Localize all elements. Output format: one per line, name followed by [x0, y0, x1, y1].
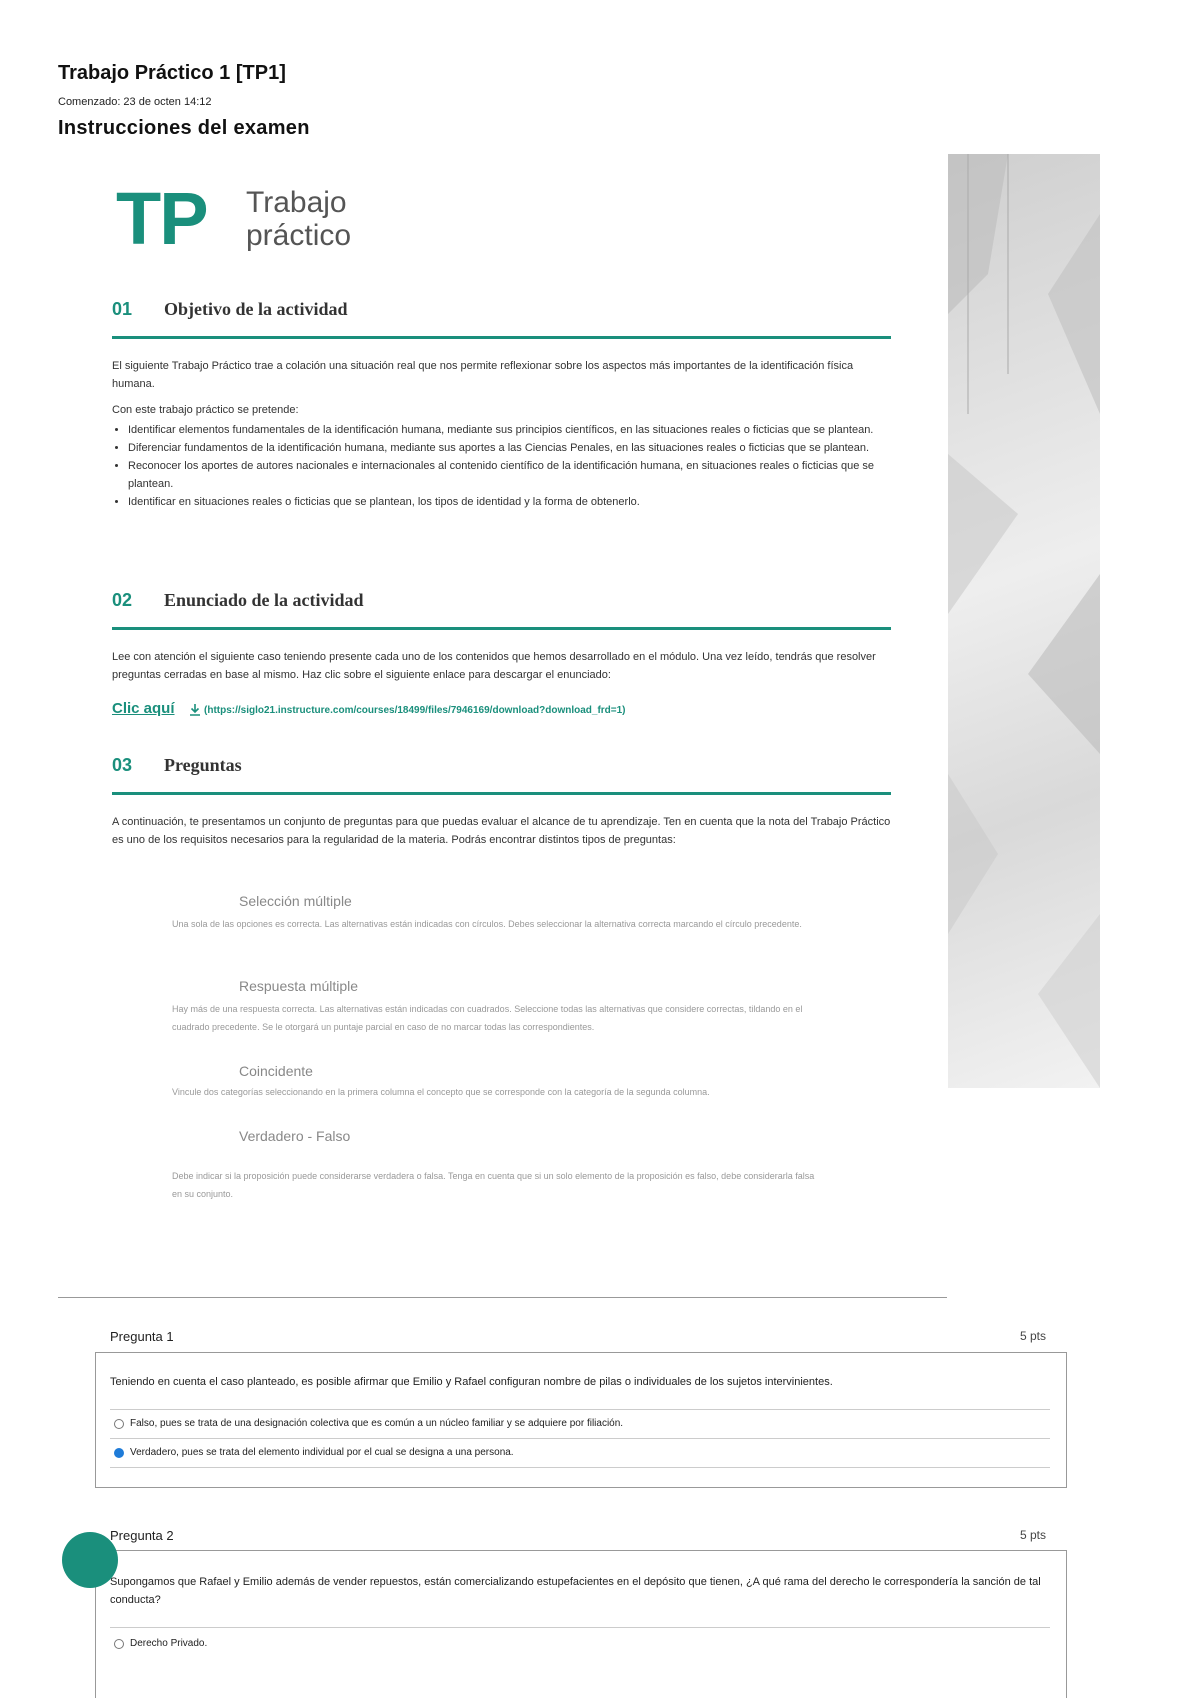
question-type-title: Verdadero - Falso: [239, 1128, 351, 1144]
question-type-title: Selección múltiple: [239, 893, 352, 909]
option-label: Verdadero, pues se trata del elemento individual por el cual se designa a una persona.: [130, 1447, 514, 1458]
radio-button-selected[interactable]: [114, 1448, 124, 1458]
architecture-pattern-icon: [948, 154, 1100, 1088]
started-timestamp: Comenzado: 23 de octen 14:12: [58, 96, 212, 108]
objetivo-text: [112, 357, 892, 511]
question-type-title: Respuesta múltiple: [239, 978, 359, 994]
option-separator: [110, 1467, 1050, 1468]
option-separator: [110, 1409, 1050, 1410]
option-label: Derecho Privado.: [130, 1638, 208, 1649]
tp-logo: TP: [116, 177, 207, 260]
download-url[interactable]: (https://siglo21.instructure.com/courses/18499/files/7946169/download?download_frd=1): [204, 705, 626, 716]
list-item: • Reconocer los aportes de autores nacionales e internacionales al contenido científico de la identificación humana, en situaciones reales o ficticias que se plantean.: [128, 457, 892, 493]
paragraph: Con este trabajo práctico se pretende:: [112, 404, 299, 416]
answer-option-selected[interactable]: [114, 1447, 514, 1458]
paragraph: El siguiente Trabajo Práctico trae a colación una situación real que nos permite reflexionar sobre los aspectos más importantes de la identificación física humana.: [112, 360, 854, 390]
section-divider: [112, 627, 891, 630]
list-item: • Diferenciar fundamentos de la identificación humana, mediante sus aportes a las Ciencias Penales, en las situaciones reales o ficticias que se plantean.: [128, 439, 892, 457]
tp-logo-text: [246, 186, 351, 252]
question-text: Teniendo en cuenta el caso planteado, es posible afirmar que Emilio y Rafael configuran nombre de pilas o individuales de los sujetos intervinientes.: [110, 1376, 833, 1388]
objetivos-list: [112, 421, 892, 511]
option-separator: [110, 1438, 1050, 1439]
question-type-desc: Hay más de una respuesta correcta. Las alternativas están indicadas con cuadrados. Seleccione todas las alternativas que considere correctas, tildando en el cuadrado precedente. Se le otorgará un puntaje parcial en caso de no marcar todas las correspondientes.: [172, 1004, 803, 1032]
question-type-desc: Una sola de las opciones es correcta. Las alternativas están indicadas con círculos. Debes seleccionar la alternativa correcta marcando el círculo precedente.: [172, 919, 802, 929]
question-type-desc: Debe indicar si la proposición puede considerarse verdadera o falsa. Tenga en cuenta que si un solo elemento de la proposición es falso, debe considerarla falsa en su conjunto.: [172, 1171, 815, 1199]
section-number: 01: [112, 299, 133, 319]
tp-logo-line2: práctico: [246, 219, 352, 252]
section-number: 02: [112, 590, 133, 610]
preguntas-intro: A continuación, te presentamos un conjunto de preguntas para que puedas evaluar el alcance de tu aprendizaje. Ten en cuenta que la nota del Trabajo Práctico es uno de los requisitos necesarios para la regularidad de la materia. Podrás encontrar distintos tipos de preguntas:: [112, 816, 891, 846]
instructions-heading: Instrucciones del examen: [58, 117, 310, 139]
section-title-preguntas: Preguntas: [164, 755, 242, 775]
section-divider: [112, 336, 891, 339]
section-title-enunciado: Enunciado de la actividad: [164, 590, 364, 610]
question-box: [95, 1352, 1067, 1488]
question-type-title: Coincidente: [239, 1063, 313, 1079]
radio-button[interactable]: [114, 1639, 124, 1649]
download-icon[interactable]: [188, 703, 202, 717]
horizontal-divider: [58, 1297, 947, 1298]
radio-button[interactable]: [114, 1419, 124, 1429]
question-type-desc: Vincule dos categorías seleccionando en la primera columna el concepto que se corresponde con la categoría de la segunda columna.: [172, 1087, 710, 1097]
answer-option[interactable]: [114, 1418, 623, 1429]
download-link[interactable]: Clic aquí: [112, 700, 175, 717]
section-number: 03: [112, 755, 133, 775]
question-text: Supongamos que Rafael y Emilio además de vender repuestos, están comercializando estupefacientes en el depósito que tienen, ¿A qué rama del derecho le correspondería la sanción de tal conducta?: [110, 1576, 1041, 1606]
tp-logo-line1: Trabajo: [246, 186, 347, 219]
question-points: 5 pts: [1020, 1528, 1047, 1542]
option-separator: [110, 1627, 1050, 1628]
question-box: [95, 1550, 1067, 1698]
list-item: • Identificar en situaciones reales o ficticias que se plantean, los tipos de identidad y la forma de obtenerlo.: [128, 493, 892, 511]
question-label: Pregunta 2: [110, 1528, 174, 1543]
section-title-objetivo: Objetivo de la actividad: [164, 299, 348, 319]
enunciado-text: Lee con atención el siguiente caso teniendo presente cada uno de los contenidos que hemos desarrollado en el módulo. Una vez leído, tendrás que resolver preguntas cerradas en base al mismo. Haz clic sobre el siguiente enlace para descargar el enunciado:: [112, 651, 876, 681]
answer-option[interactable]: [114, 1638, 207, 1649]
section-divider: [112, 792, 891, 795]
list-item: • Identificar elementos fundamentales de la identificación humana, mediante sus principios científicos, en las situaciones reales o ficticias que se plantean.: [128, 421, 892, 439]
option-label: Falso, pues se trata de una designación colectiva que es común a un núcleo familiar y se adquiere por filiación.: [130, 1418, 624, 1429]
decorative-background-image: [948, 154, 1100, 1088]
teal-circle-decoration: [62, 1532, 118, 1588]
question-points: 5 pts: [1020, 1329, 1047, 1343]
page-title: Trabajo Práctico 1 [TP1]: [58, 62, 286, 84]
question-label: Pregunta 1: [110, 1329, 174, 1344]
